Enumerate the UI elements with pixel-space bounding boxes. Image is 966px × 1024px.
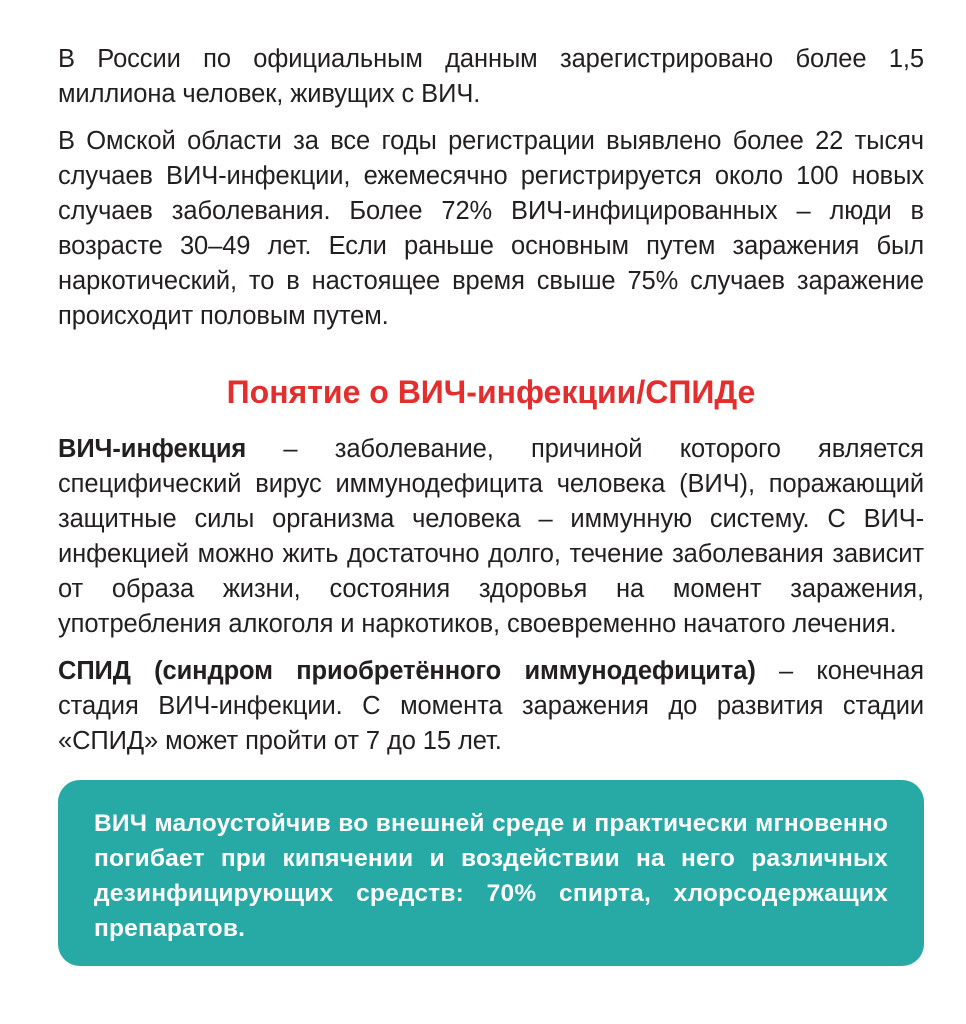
- aids-term: СПИД (синдром приобретённого иммунодефицита): [58, 657, 756, 685]
- hiv-term: ВИЧ-инфекция: [58, 435, 247, 463]
- info-note-box: [58, 780, 924, 966]
- intro-paragraph-omsk: В Омской области за все годы регистрации выявлено более 22 тысяч случаев ВИЧ-инфекции, ежемесячно регистрируется около 100 новых случаев заболевания. Более 72% ВИЧ-инфицированных – люди в возрасте 30–49 лет. Если раньше основным путем заражения был наркотический, то в настоящее время свыше 75% случаев заражение происходит половым путем.: [58, 127, 924, 330]
- hiv-definition-text: – заболевание, причиной которого является специфический вирус иммунодефицита человека (ВИЧ), поражающий защитные силы организма человека – иммунную систему. С ВИЧ-инфекцией можно жить достаточно долго, течение заболевания зависит от образа жизни, состояния здоровья на момент заражения, употребления алкоголя и наркотиков, своевременно начатого лечения.: [58, 435, 924, 638]
- hiv-definition-paragraph: [58, 432, 924, 642]
- aids-definition-paragraph: [58, 654, 924, 759]
- aids-definition-text: – конечная стадия ВИЧ-инфекции. С момента заражения до развития стадии «СПИД» может пройти от 7 до 15 лет.: [58, 657, 924, 755]
- section-title: Понятие о ВИЧ-инфекции/СПИДе: [226, 374, 756, 410]
- document-page: [58, 42, 924, 759]
- intro-paragraph-russia: В России по официальным данным зарегистрировано более 1,5 миллиона человек, живущих с ВИЧ.: [58, 45, 924, 108]
- info-note-text: ВИЧ малоустойчив во внешней среде и практически мгновенно погибает при кипячении и воздействии на него различных дезинфицирующих средств: 70% спирта, хлорсодержащих препаратов.: [94, 810, 888, 942]
